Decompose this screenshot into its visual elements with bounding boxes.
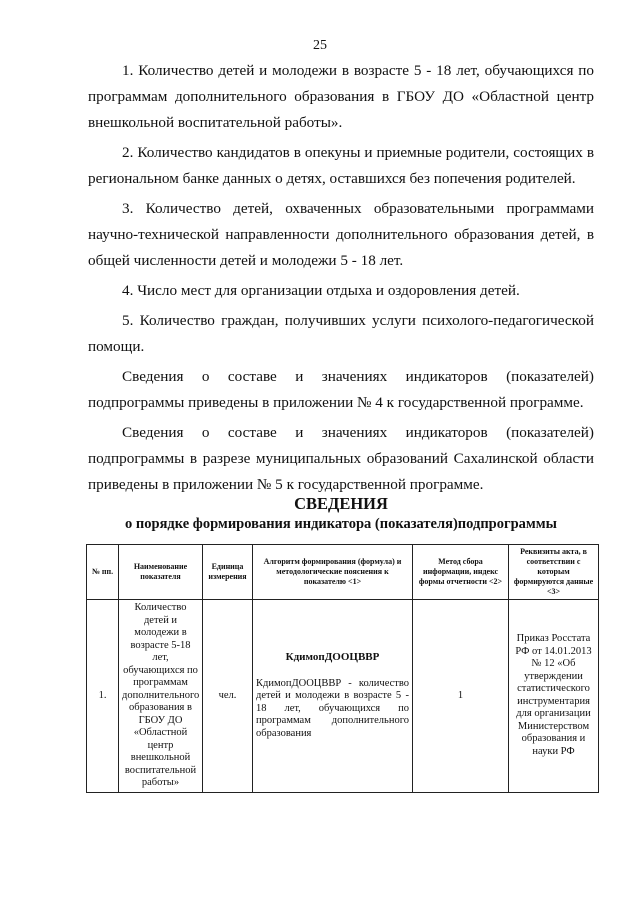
- cell-number: 1.: [87, 600, 119, 793]
- paragraph: Сведения о составе и значениях индикаторов (показателей) подпрограммы приведены в приложении № 4 к государственной программе.: [88, 368, 594, 411]
- paragraph: 1. Количество детей и молодежи в возрасте 5 - 18 лет, обучающихся по программам дополнительного образования в ГБОУ ДО «Областной центр внешкольной воспитательной работы».: [88, 62, 594, 131]
- header-act: Реквизиты акта, в соответствии с которым формируются данные <3>: [509, 545, 599, 600]
- heading-title: СВЕДЕНИЯ: [294, 494, 388, 513]
- heading-subtitle: о порядке формирования индикатора (показателя)подпрограммы: [125, 516, 557, 532]
- table-row: [87, 600, 599, 793]
- page-number: 25: [313, 38, 327, 53]
- table-header-row: [87, 545, 599, 600]
- section-heading: [88, 494, 594, 534]
- paragraph: 4. Число мест для организации отдыха и оздоровления детей.: [122, 282, 520, 299]
- body-text: [88, 58, 594, 502]
- formula-name: КдимопДООЦВВР: [285, 651, 380, 664]
- paragraph: 3. Количество детей, охваченных образовательными программами научно-технической направленности дополнительного образования детей, в общей численности детей и молодежи 5 - 18 лет.: [88, 200, 594, 269]
- cell-act: Приказ Росстата РФ от 14.01.2013 № 12 «Об утверждении статистического инструментария для организации Министерством образования и науки РФ: [509, 600, 599, 793]
- indicator-table: [86, 544, 599, 793]
- header-formula: Алгоритм формирования (формула) и методологические пояснения к показателю <1>: [253, 545, 413, 600]
- cell-unit: чел.: [203, 600, 253, 793]
- header-name: Наименование показателя: [119, 545, 203, 600]
- paragraph: 5. Количество граждан, получивших услуги психолого-педагогической помощи.: [88, 312, 594, 355]
- cell-formula: [253, 600, 413, 793]
- cell-name: Количество детей и молодежи в возрасте 5-18 лет, обучающихся по программам дополнительного образования в ГБОУ ДО «Областной центр внешкольной воспитательной работы»: [119, 600, 203, 793]
- header-number: № пп.: [87, 545, 119, 600]
- header-method: Метод сбора информации, индекс формы отчетности <2>: [413, 545, 509, 600]
- formula-description: КдимопДООЦВВР - количество детей и молодежи в возрасте 5 - 18 лет, обучающихся по программам дополнительного образования: [256, 677, 409, 739]
- paragraph: 2. Количество кандидатов в опекуны и приемные родители, состоящих в региональном банке данных о детях, оставшихся без попечения родителей.: [88, 144, 594, 187]
- header-unit: Единица измерения: [203, 545, 253, 600]
- paragraph: Сведения о составе и значениях индикаторов (показателей) подпрограммы в разрезе муниципальных образований Сахалинской области приведены в приложении № 5 к государственной программе.: [88, 424, 594, 493]
- cell-method: 1: [413, 600, 509, 793]
